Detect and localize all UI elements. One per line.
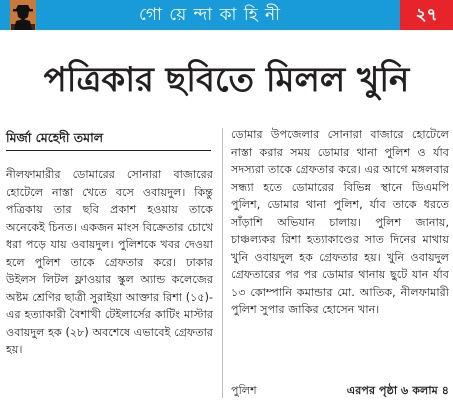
section-title: গো য়ে ন্দা কা হি নী: [138, 5, 282, 25]
byline-underline: [6, 150, 211, 151]
continuation-reference: এরপর পৃষ্ঠা ৬ কলাম ৪: [346, 384, 449, 397]
detective-silhouette-icon: [10, 0, 36, 30]
article-headline: পত্রিকার ছবিতে মিলল খুনি: [43, 60, 410, 100]
section-banner: [0, 0, 453, 30]
article-column-left: নীলফামারীর ডোমারের সোনারা বাজারের হোটেলে নাস্তা খেতে বসে ওবায়দুল। কিন্তু পত্রিকায় তার ছবি প্রকাশ হওয়ায় তাকে অনেকেই চিনত। একজন মাংস বিক্রেতার চোখে ধরা পড়ে যায় ওবায়দুল। পুলিশকে খবর দেওয়া হলে পুলিশ তাকে গ্রেফতার করে। ঢাকার উইলস লিটল ফ্লাওয়ার স্কুল অ্যান্ড কলেজের অষ্টম শ্রেণির ছাত্রী সুরাইয়া আক্তার রিশা (১৫)-এর হত্যাকারী বৈশাখী টেইলার্সের কাটিং মাস্টার ওবায়দুল হক (২৮) অবশেষে এভাবেই গ্রেফতার হয়।: [6, 168, 213, 356]
page-number: ২৭: [400, 0, 453, 30]
article-byline: মির্জা মেহেদী তমাল: [6, 130, 104, 145]
article-column-right: ডোমার উপজেলার সোনারা বাজারে হোটেলে নাস্তা করার সময় ডোমার থানা পুলিশ ও র্যাব সদস্যরা তাকে গ্রেফতার করে। এর আগে মঙ্গলবার সন্ধ্যা হতে ডোমারের বিভিন্ন স্থানে ডিএমপি পুলিশ, ডোমার থানা পুলিশ, র্যাব তাকে ধরতে সাঁড়াশি অভিযান চালায়। পুলিশ জানায়, চাঞ্চল্যকর রিশা হত্যাকাণ্ডের সাত দিনের মাথায় খুনি ওবায়দুল হক গ্রেফতার হয়। খুনি ওবায়দুল গ্রেফতারের পর পর ডোমার থানায় ছুটে যান র্যাব ১৩ কোম্পানি কমান্ডার মো. আতিক, নীলফামারী পুলিশ সুপার জাকির হোসেন খান।: [231, 128, 449, 316]
column-divider: [222, 128, 223, 398]
continuation-line: [231, 382, 449, 400]
continuation-word: পুলিশ: [231, 384, 257, 397]
